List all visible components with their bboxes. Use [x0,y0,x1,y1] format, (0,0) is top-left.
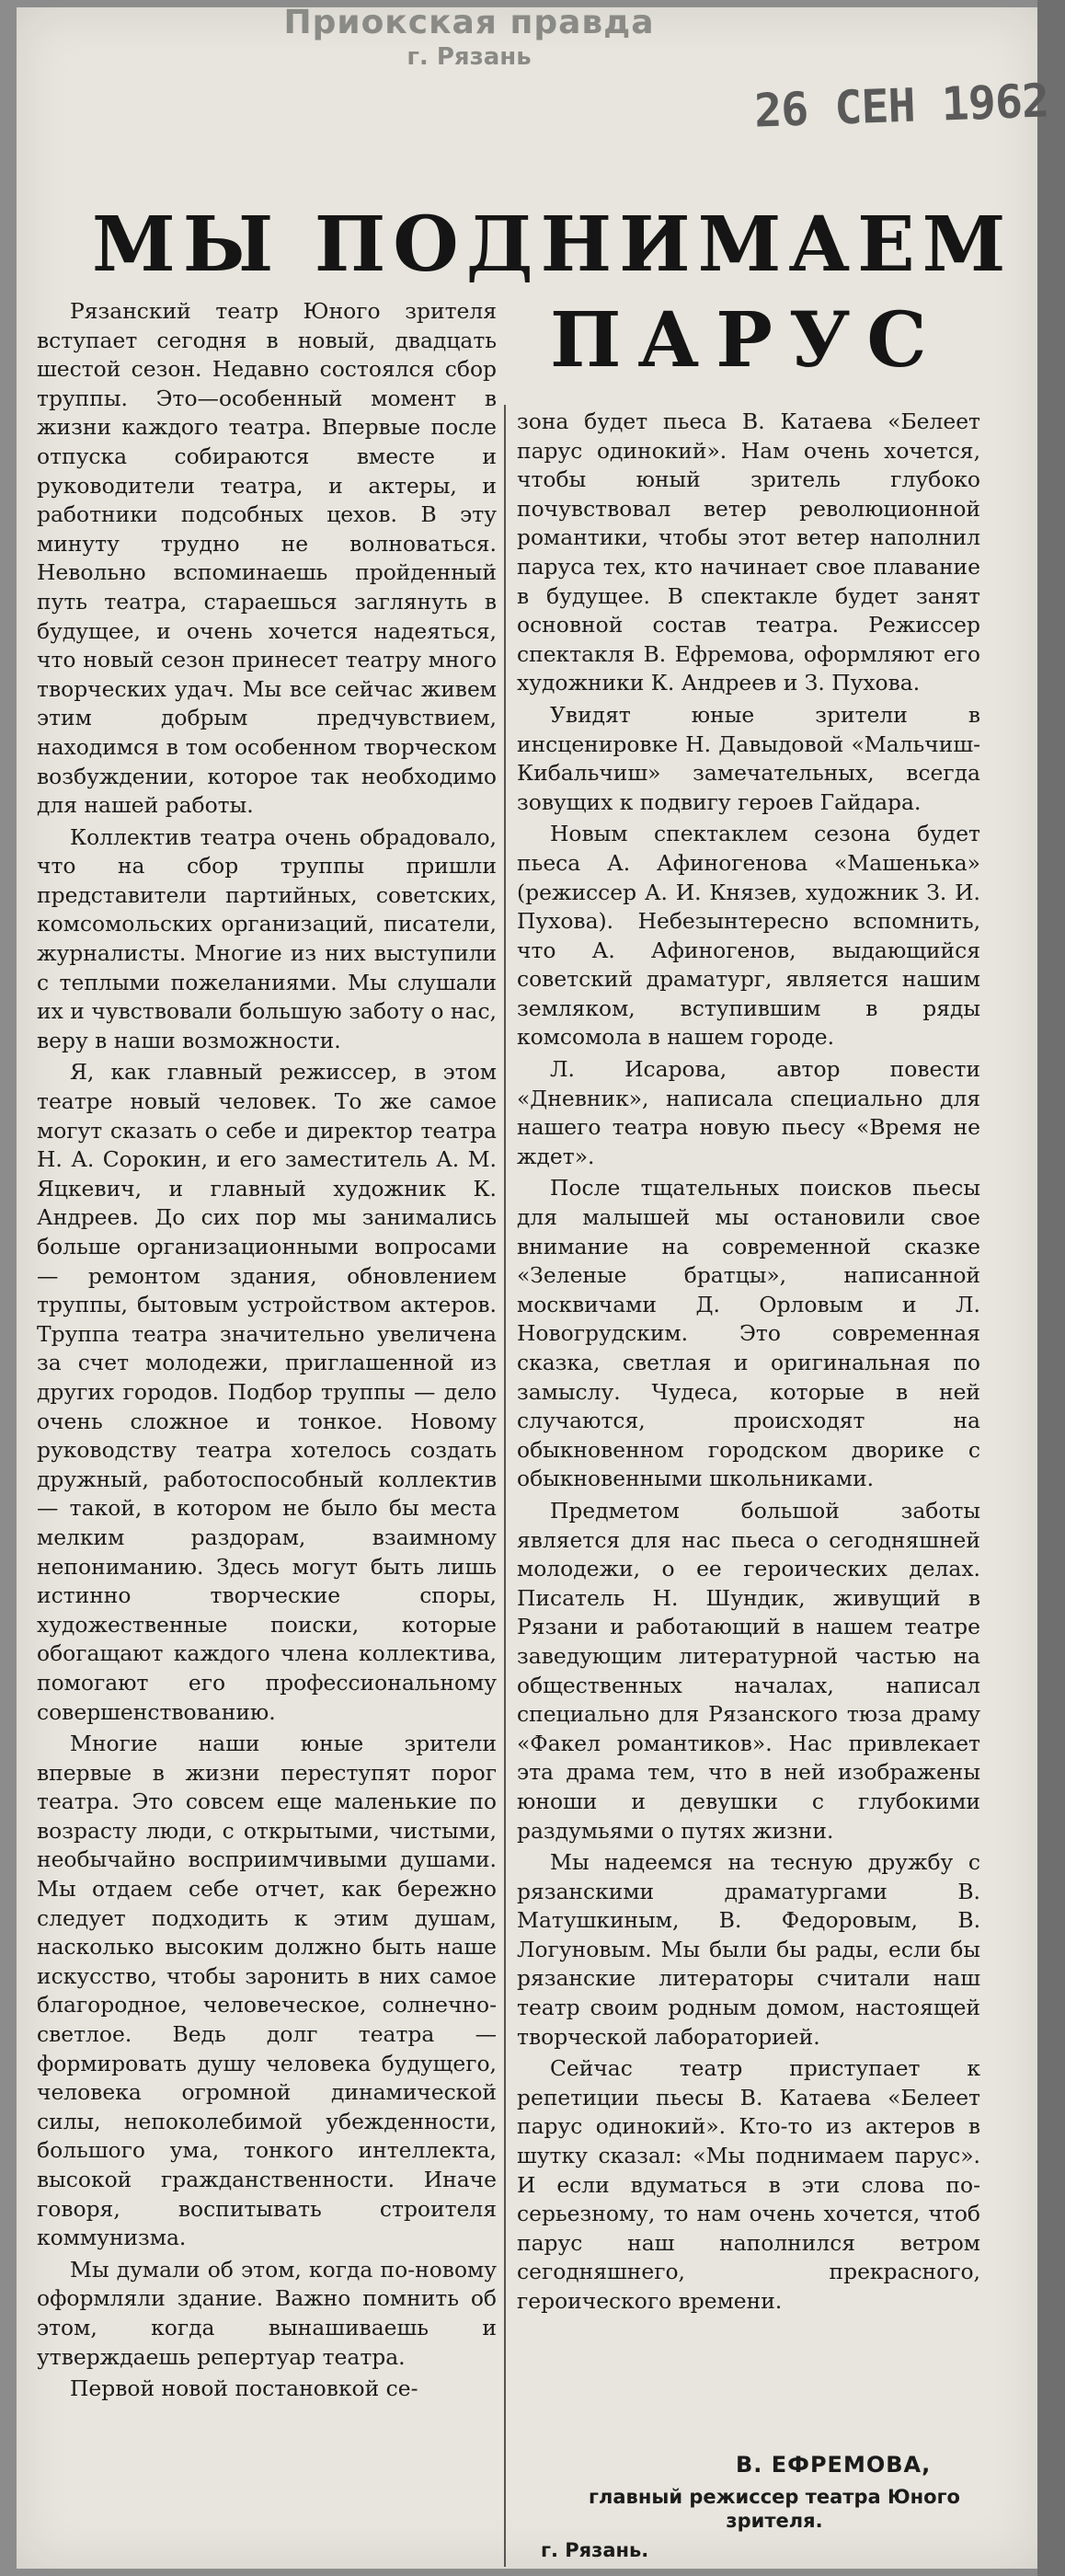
paragraph: Увидят юные зрители в инсценировке Н. Давыдовой «Мальчиш-Кибальчиш» замечательных, всегда зовущих к подвигу героев Гайдара. [517,701,980,815]
paragraph: Многие наши юные зрители впервые в жизни переступят порог театра. Это совсем еще маленькие по возрасту люди, с открытыми, чистыми, необычайно восприимчивыми душами. Мы отдаем себе отчет, как бережно следует подходить к этим душам, насколько высоким должно быть наше искусство, чтобы заронить в них самое благородное, человеческое, солнечно-светлое. Ведь долг театра — формировать душу человека будущего, человека огромной динамической силы, непоколебимой убежденности, большого ума, тонкого интеллекта, высокой гражданственности. Иначе говоря, воспитывать строителя коммунизма. [37,1731,497,2251]
author-name: В. ЕФРЕМОВА, [736,2452,932,2478]
paragraph: Сейчас театр приступает к репетиции пьесы В. Катаева «Белеет парус одинокий». Кто-то из актеров в шутку сказал: «Мы поднимаем парус». И если вдуматься в эти слова по-серьезному, то нам очень хочется, чтоб парус наш наполнился ветром сегодняшнего, прекрасного, героического времени. [517,2055,980,2314]
paragraph: Рязанский театр Юного зрителя вступает сегодня в новый, двадцать шестой сезон. Недавно состоялся сбор труппы. Это—особенный момент в жизни каждого театра. Впервые после отпуска собираются вместе и руководители театра, и актеры, и работники подсобных цехов. В эту минуту трудно не волноваться. Невольно вспоминаешь пройденный путь театра, стараешься заглянуть в будущее, и очень хочется надеяться, что новый сезон принесет театру много творческих удач. Мы все сейчас живем этим добрым предчувствием, находимся в том особенном творческом возбуждении, которое так необходимо для нашей работы. [37,298,497,819]
paragraph: Новым спектаклем сезона будет пьеса А. Афиногенова «Машенька» (режиссер А. И. Князев, художник З. И. Пухова). Небезынтересно вспомнить, что А. Афиногенов, выдающийся советский драматург, является нашим земляком, вступившим в ряды комсомола в нашем городе. [517,821,980,1051]
masthead-city: г. Рязань [407,43,532,71]
paragraph: После тщательных поисков пьесы для малышей мы остановили свое внимание на современной сказке «Зеленые братцы», написанной москвичами Д. Орловым и Л. Новогрудским. Это современная сказка, светлая и оригинальная по замыслу. Чудеса, которые в ней случаются, происходят на обыкновенном городском дворике с обыкновенными школьниками. [517,1175,980,1492]
paragraph: Предметом большой заботы является для нас пьеса о сегодняшней молодежи, о ее героических делах. Писатель Н. Шундик, живущий в Рязани и работающий в нашем театре заведующим литературной частью на общественных началах, написал специально для Рязанского тюза драму «Факел романтиков». Нас привлекает эта драма тем, что в ней изображены юноши и девушки с глубокими раздумьями о путях жизни. [517,1497,980,1844]
paragraph: Мы думали об этом, когда по-новому оформляли здание. Важно помнить об этом, когда вынашиваешь и утверждаешь репертуар театра. [37,2256,497,2370]
paragraph: Первой новой постановкой се- [70,2375,418,2402]
date-stamp: 26 СЕН 1962 [753,74,1050,138]
headline-line-2: ПАРУС [550,296,944,385]
paragraph: Коллектив театра очень обрадовало, что на сбор труппы пришли представители партийных, советских, комсомольских организаций, писатели, журналисты. Многие из них выступили с теплыми пожеланиями. Мы слушали их и чувствовали большую заботу о нас, веру в наши возможности. [37,823,497,1053]
article-column-1 [37,297,497,2404]
column-divider [504,405,506,2567]
newspaper-name: Приокская правда [283,4,655,41]
paragraph: Л. Исарова, автор повести «Дневник», написала специально для нашего театра новую пьесу «Время не ждет». [517,1056,980,1169]
masthead [276,4,662,71]
paragraph: Мы надеемся на тесную дружбу с рязанскими драматургами В. Матушкиным, В. Федоровым, В. Логуновым. Мы были бы рады, если бы рязанские литераторы считали наш театр своим родным домом, настоящей творческой лабораторией. [517,1849,980,2050]
article-column-2 [517,408,980,2317]
headline-line-1: МЫ ПОДНИМАЕМ [92,201,1013,289]
author-role: главный режиссер театра Юного зрителя. [589,2486,960,2532]
author-city: г. Рязань. [541,2539,649,2561]
paragraph: Я, как главный режиссер, в этом театре новый человек. То же самое могут сказать о себе и директор театра Н. А. Сорокин, и его заместитель А. М. Яцкевич, и главный художник К. Андреев. До сих пор мы занимались больше организационными вопросами — ремонтом здания, обновлением труппы, бытовым устройством актеров. Труппа театра значительно увеличена за счет молодежи, приглашенной из других городов. Подбор труппы — дело очень сложное и тонкое. Новому руководству театра хотелось создать дружный, работоспособный коллектив — такой, в котором не было бы места мелким раздорам, взаимному непониманию. Здесь могут быть лишь истинно творческие споры, художественные поиски, которые обогащают каждого члена коллектива, помогают его профессиональному совершенствованию. [37,1059,497,1725]
paragraph: зона будет пьеса В. Катаева «Белеет парус одинокий». Нам очень хочется, чтобы юный зритель глубоко почувствовал ветер революционной романтики, чтобы этот ветер наполнил паруса тех, кто начинает свое плавание в будущее. В спектакле будет занят основной состав театра. Режиссер спектакля В. Ефремова, оформляют его художники К. Андреев и З. Пухова. [517,408,980,696]
album-page-edge [1037,0,1065,2576]
